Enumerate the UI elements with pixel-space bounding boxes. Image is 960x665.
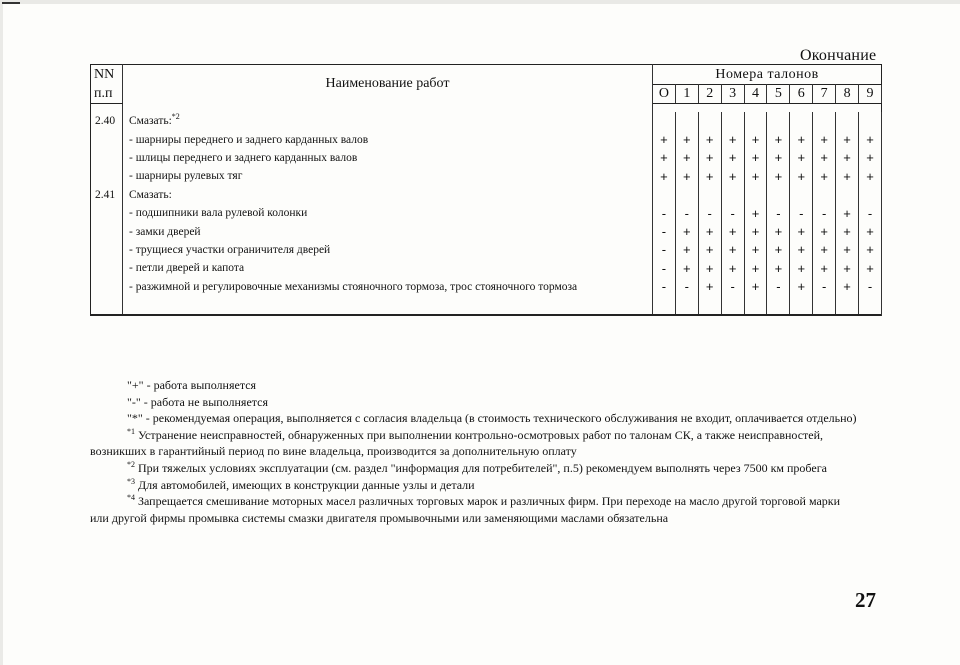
coupon-mark-3: + bbox=[721, 222, 744, 240]
coupon-mark-2: + bbox=[698, 241, 721, 259]
coupon-mark-7: + bbox=[813, 259, 836, 277]
coupon-mark-1: + bbox=[675, 222, 698, 240]
coupon-mark-4: + bbox=[744, 204, 767, 222]
empty-cell bbox=[744, 296, 767, 316]
coupon-mark-4 bbox=[744, 186, 767, 204]
coupon-mark-9: + bbox=[859, 149, 882, 167]
coupon-mark-6 bbox=[790, 112, 813, 130]
work-description bbox=[123, 259, 653, 277]
coupon-mark-8: + bbox=[836, 259, 859, 277]
coupon-mark-3: - bbox=[721, 204, 744, 222]
coupon-mark-5: + bbox=[767, 167, 790, 185]
coupon-mark-8 bbox=[836, 112, 859, 130]
coupon-number-0: O bbox=[653, 85, 676, 104]
page-number: 27 bbox=[855, 588, 876, 612]
coupon-mark-8: + bbox=[836, 149, 859, 167]
legend-note-2 bbox=[90, 460, 882, 477]
coupon-mark-0: - bbox=[653, 204, 676, 222]
coupon-number-7: 7 bbox=[813, 85, 836, 104]
legend-text: Для автомобилей, имеющих в конструкции данные узлы и детали bbox=[135, 477, 475, 492]
work-text: - трущиеся участки ограничителя дверей bbox=[129, 243, 331, 256]
item-number bbox=[91, 167, 123, 185]
legend-note-3 bbox=[90, 477, 882, 494]
coupon-mark-8: + bbox=[836, 130, 859, 148]
coupon-mark-6: + bbox=[790, 259, 813, 277]
legend-note-1 bbox=[90, 427, 882, 444]
legend-symbol: *2 bbox=[127, 459, 135, 469]
legend-minus bbox=[90, 394, 882, 411]
legend-symbol: *3 bbox=[127, 476, 135, 486]
empty-cell bbox=[91, 296, 123, 316]
coupon-mark-3: + bbox=[721, 241, 744, 259]
legend-text: Запрещается смешивание моторных масел различных торговых марок и различных фирм. При переходе на масло другой торговой марки bbox=[135, 494, 841, 509]
item-number bbox=[91, 222, 123, 240]
coupon-mark-7: + bbox=[813, 149, 836, 167]
work-text: - петли дверей и капота bbox=[129, 262, 245, 275]
coupon-mark-4: + bbox=[744, 278, 767, 296]
coupon-number-4: 4 bbox=[744, 85, 767, 104]
table-bottom-rule bbox=[90, 314, 881, 316]
coupon-mark-6: + bbox=[790, 278, 813, 296]
coupon-mark-9: - bbox=[859, 278, 882, 296]
coupon-mark-7: + bbox=[813, 222, 836, 240]
scan-edge-left bbox=[0, 0, 3, 665]
item-number bbox=[91, 149, 123, 167]
coupon-mark-5: + bbox=[767, 130, 790, 148]
empty-cell bbox=[653, 296, 676, 316]
coupon-mark-2: + bbox=[698, 167, 721, 185]
legend-asterisk bbox=[90, 410, 882, 427]
item-number bbox=[91, 278, 123, 296]
legend-symbol: "-" bbox=[127, 394, 141, 409]
coupon-mark-8: + bbox=[836, 222, 859, 240]
coupon-mark-6: + bbox=[790, 149, 813, 167]
legend-text: При тяжелых условиях эксплуатации (см. раздел "информация для потребителей", п.5) рекомендуем выполнять через 7500 км пробега bbox=[135, 460, 827, 475]
coupon-mark-4: + bbox=[744, 130, 767, 148]
work-description bbox=[123, 241, 653, 259]
coupon-mark-3: + bbox=[721, 259, 744, 277]
empty-cell bbox=[790, 296, 813, 316]
scan-edge-top bbox=[0, 0, 960, 4]
coupon-mark-0: - bbox=[653, 222, 676, 240]
coupon-mark-4: + bbox=[744, 167, 767, 185]
coupon-mark-4: + bbox=[744, 149, 767, 167]
empty-cell bbox=[123, 296, 653, 316]
empty-cell bbox=[767, 296, 790, 316]
coupon-mark-5: + bbox=[767, 241, 790, 259]
maintenance-table bbox=[90, 64, 882, 316]
coupon-mark-7 bbox=[813, 112, 836, 130]
table-row bbox=[91, 112, 882, 130]
coupon-number-9: 9 bbox=[859, 85, 882, 104]
coupon-mark-5 bbox=[767, 186, 790, 204]
work-text: - замки дверей bbox=[129, 225, 201, 238]
coupon-number-8: 8 bbox=[836, 85, 859, 104]
work-description bbox=[123, 130, 653, 148]
coupon-mark-3: + bbox=[721, 167, 744, 185]
coupon-mark-9 bbox=[859, 186, 882, 204]
item-number bbox=[91, 130, 123, 148]
coupon-mark-4: + bbox=[744, 259, 767, 277]
coupon-number-5: 5 bbox=[767, 85, 790, 104]
empty-cell bbox=[836, 296, 859, 316]
work-text: - подшипники вала рулевой колонки bbox=[129, 207, 308, 220]
work-text: Смазать: bbox=[129, 115, 172, 128]
table-row-empty bbox=[91, 296, 882, 316]
coupon-number-6: 6 bbox=[790, 85, 813, 104]
coupon-mark-7: - bbox=[813, 204, 836, 222]
legend-plus bbox=[90, 377, 882, 394]
work-description bbox=[123, 186, 653, 204]
corner-mark bbox=[2, 2, 20, 14]
work-description bbox=[123, 167, 653, 185]
coupon-mark-2: + bbox=[698, 149, 721, 167]
coupon-mark-1 bbox=[675, 186, 698, 204]
legend-symbol: "*" bbox=[127, 411, 143, 426]
coupon-mark-1 bbox=[675, 112, 698, 130]
coupon-mark-2: - bbox=[698, 204, 721, 222]
coupon-mark-2: + bbox=[698, 278, 721, 296]
coupon-mark-5: + bbox=[767, 222, 790, 240]
coupon-mark-9: + bbox=[859, 222, 882, 240]
legend bbox=[90, 377, 882, 526]
coupon-mark-7: - bbox=[813, 278, 836, 296]
coupon-mark-0: - bbox=[653, 278, 676, 296]
coupon-mark-4: + bbox=[744, 222, 767, 240]
coupon-mark-0 bbox=[653, 186, 676, 204]
coupon-mark-2: + bbox=[698, 259, 721, 277]
coupon-mark-2 bbox=[698, 112, 721, 130]
coupon-mark-6: - bbox=[790, 204, 813, 222]
coupon-mark-0: - bbox=[653, 241, 676, 259]
coupon-mark-6: + bbox=[790, 130, 813, 148]
coupon-mark-3 bbox=[721, 112, 744, 130]
table-row bbox=[91, 186, 882, 204]
work-description bbox=[123, 112, 653, 130]
coupon-mark-1: + bbox=[675, 130, 698, 148]
coupon-mark-3: + bbox=[721, 149, 744, 167]
empty-cell bbox=[721, 296, 744, 316]
legend-note-4-continued: или другой фирмы промывка системы смазки двигателя промывочными или заменяющими маслами обязательна bbox=[90, 510, 669, 525]
legend-text: - работа выполняется bbox=[143, 378, 257, 392]
legend-text: - работа не выполняется bbox=[140, 394, 269, 409]
table-row bbox=[91, 222, 882, 240]
coupon-number-2: 2 bbox=[698, 85, 721, 104]
coupon-mark-8: + bbox=[836, 167, 859, 185]
coupon-mark-1: - bbox=[675, 278, 698, 296]
coupon-mark-7: + bbox=[813, 130, 836, 148]
coupon-mark-3 bbox=[721, 186, 744, 204]
spacer-cell bbox=[91, 104, 123, 113]
table-row bbox=[91, 167, 882, 185]
table-row bbox=[91, 130, 882, 148]
coupon-mark-6: + bbox=[790, 222, 813, 240]
item-number bbox=[91, 241, 123, 259]
continuation-label: Окончание bbox=[800, 47, 877, 64]
coupon-mark-7: + bbox=[813, 241, 836, 259]
header-work-name: Наименование работ bbox=[123, 65, 653, 104]
work-description bbox=[123, 222, 653, 240]
coupon-mark-8: + bbox=[836, 278, 859, 296]
coupon-mark-9: + bbox=[859, 130, 882, 148]
coupon-mark-0: + bbox=[653, 167, 676, 185]
coupon-mark-3: - bbox=[721, 278, 744, 296]
coupon-mark-2 bbox=[698, 186, 721, 204]
coupon-mark-4: + bbox=[744, 241, 767, 259]
spacer-cell bbox=[123, 104, 653, 113]
header-number-line1: NN bbox=[91, 65, 123, 85]
legend-text: Устранение неисправностей, обнаруженных при выполнении контрольно-осмотровых работ по талонам СК, а также неисправностей, bbox=[135, 427, 824, 442]
legend-text: - рекомендуемая операция, выполняется с согласия владельца (в стоимость технического обслуживания не входит, оплачивается отдельно) bbox=[142, 411, 857, 426]
coupon-mark-6 bbox=[790, 186, 813, 204]
work-description bbox=[123, 278, 653, 296]
legend-symbol: *1 bbox=[127, 426, 135, 436]
coupon-mark-8 bbox=[836, 186, 859, 204]
table-row bbox=[91, 259, 882, 277]
coupon-mark-3: + bbox=[721, 130, 744, 148]
coupon-mark-5: - bbox=[767, 278, 790, 296]
coupon-number-3: 3 bbox=[721, 85, 744, 104]
footnote-ref: *2 bbox=[171, 112, 180, 122]
empty-cell bbox=[813, 296, 836, 316]
coupon-mark-4 bbox=[744, 112, 767, 130]
coupon-mark-0: - bbox=[653, 259, 676, 277]
coupon-mark-8: + bbox=[836, 241, 859, 259]
empty-cell bbox=[698, 296, 721, 316]
item-number: 2.40 bbox=[91, 112, 123, 130]
coupon-mark-1: + bbox=[675, 167, 698, 185]
table-row bbox=[91, 149, 882, 167]
coupon-mark-2: + bbox=[698, 222, 721, 240]
work-text: - шарниры рулевых тяг bbox=[129, 170, 243, 183]
table-row bbox=[91, 204, 882, 222]
coupon-mark-5 bbox=[767, 112, 790, 130]
coupon-mark-5: + bbox=[767, 259, 790, 277]
coupon-mark-9: + bbox=[859, 259, 882, 277]
work-description bbox=[123, 204, 653, 222]
legend-symbol: *4 bbox=[127, 493, 135, 503]
work-description bbox=[123, 149, 653, 167]
coupon-mark-0: + bbox=[653, 149, 676, 167]
coupon-number-1: 1 bbox=[675, 85, 698, 104]
work-text: Смазать: bbox=[129, 188, 172, 201]
coupon-mark-9 bbox=[859, 112, 882, 130]
table-row bbox=[91, 278, 882, 296]
legend-note-1-continued: возникших в гарантийный период по вине владельца, производится за дополнительную оплату bbox=[90, 444, 577, 459]
coupon-mark-9: - bbox=[859, 204, 882, 222]
spacer-cell bbox=[653, 104, 882, 113]
coupon-mark-6: + bbox=[790, 167, 813, 185]
header-coupon-numbers: Номера талонов bbox=[653, 65, 882, 85]
empty-cell bbox=[859, 296, 882, 316]
coupon-mark-7: + bbox=[813, 167, 836, 185]
table-row bbox=[91, 241, 882, 259]
coupon-mark-2: + bbox=[698, 130, 721, 148]
legend-symbol: "+" bbox=[127, 378, 144, 392]
coupon-mark-7 bbox=[813, 186, 836, 204]
work-text: - шлицы переднего и заднего карданных валов bbox=[129, 151, 358, 164]
work-text: - разжимной и регулировочные механизмы стояночного тормоза, трос стояночного тормоза bbox=[129, 280, 578, 293]
coupon-mark-5: - bbox=[767, 204, 790, 222]
item-number: 2.41 bbox=[91, 186, 123, 204]
work-text: - шарниры переднего и заднего карданных валов bbox=[129, 133, 369, 146]
coupon-mark-0 bbox=[653, 112, 676, 130]
coupon-mark-1: + bbox=[675, 241, 698, 259]
coupon-mark-0: + bbox=[653, 130, 676, 148]
coupon-mark-1: + bbox=[675, 259, 698, 277]
header-number-line2: п.п bbox=[91, 85, 123, 104]
legend-note-4 bbox=[90, 493, 882, 510]
item-number bbox=[91, 204, 123, 222]
coupon-mark-6: + bbox=[790, 241, 813, 259]
coupon-mark-1: - bbox=[675, 204, 698, 222]
item-number bbox=[91, 259, 123, 277]
empty-cell bbox=[675, 296, 698, 316]
coupon-mark-9: + bbox=[859, 241, 882, 259]
coupon-mark-9: + bbox=[859, 167, 882, 185]
coupon-mark-5: + bbox=[767, 149, 790, 167]
coupon-mark-1: + bbox=[675, 149, 698, 167]
coupon-mark-8: + bbox=[836, 204, 859, 222]
